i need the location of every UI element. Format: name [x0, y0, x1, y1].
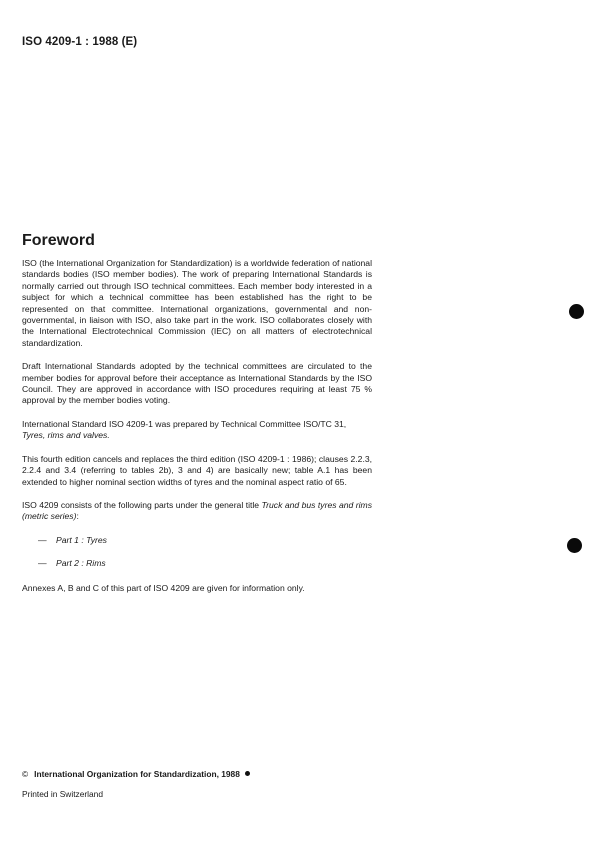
punch-hole-icon: [567, 538, 582, 553]
preparation-text: International Standard ISO 4209-1 was prepared by Technical Committee ISO/TC 31,: [22, 418, 347, 429]
paragraph-edition: This fourth edition cancels and replaces the third edition (ISO 4209-1 : 1986); clauses 2.2.3, 2.2.4 and 3.4 (referring to tables 2b), 3 and 4) are basically new; table A.1 has been extended to higher nominal section widths of tyres and the nominal aspect ratio of 65.: [22, 453, 372, 487]
foreword-body: [22, 258, 372, 606]
committee-title: Tyres, rims and valves.: [22, 430, 110, 441]
part-label: Part 2 : Rims: [56, 558, 106, 569]
bullet-icon: [245, 771, 250, 776]
paragraph-iso-intro: ISO (the International Organization for Standardization) is a worldwide federation of national standards bodies (ISO member bodies). The work of preparing International Standards is normally carried out through ISO technical committees. Each member body interested in a subject for which a technical committee has been established has the right to be represented on that committee. International organizations, governmental and non-governmental, in liaison with ISO, also take part in the work. ISO collaborates closely with the International Electrotechnical Commission (IEC) on all matters of electrotechnical standardization.: [22, 258, 372, 348]
general-title: Truck and bus tyres and rims (metric series): [22, 499, 372, 522]
paragraph-approval: Draft International Standards adopted by the technical committees are circulated to the member bodies for approval before their acceptance as International Standards by the ISO Council. They are approved in accordance with ISO procedures requiring at least 75 % approval by the member bodies voting.: [22, 361, 372, 406]
parts-intro-colon: :: [76, 511, 79, 522]
list-dash: —: [38, 558, 47, 569]
paragraph-preparation: [22, 419, 372, 442]
paragraph-annexes: Annexes A, B and C of this part of ISO 4209 are given for information only.: [22, 582, 305, 593]
part-label: Part 1 : Tyres: [56, 534, 107, 545]
copyright-text: International Organization for Standardization, 1988: [34, 769, 240, 779]
parts-intro-text: ISO 4209 consists of the following parts under the general title: [22, 499, 260, 510]
document-reference: ISO 4209-1 : 1988 (E): [22, 36, 138, 48]
printed-in: Printed in Switzerland: [22, 789, 103, 799]
foreword-heading: Foreword: [22, 232, 95, 249]
list-item: [22, 558, 372, 569]
list-item: [22, 535, 372, 546]
copyright-symbol: ©: [22, 769, 29, 779]
punch-hole-icon: [569, 304, 584, 319]
copyright-line: [22, 769, 250, 779]
paragraph-parts-intro: [22, 500, 372, 523]
list-dash: —: [38, 534, 47, 545]
